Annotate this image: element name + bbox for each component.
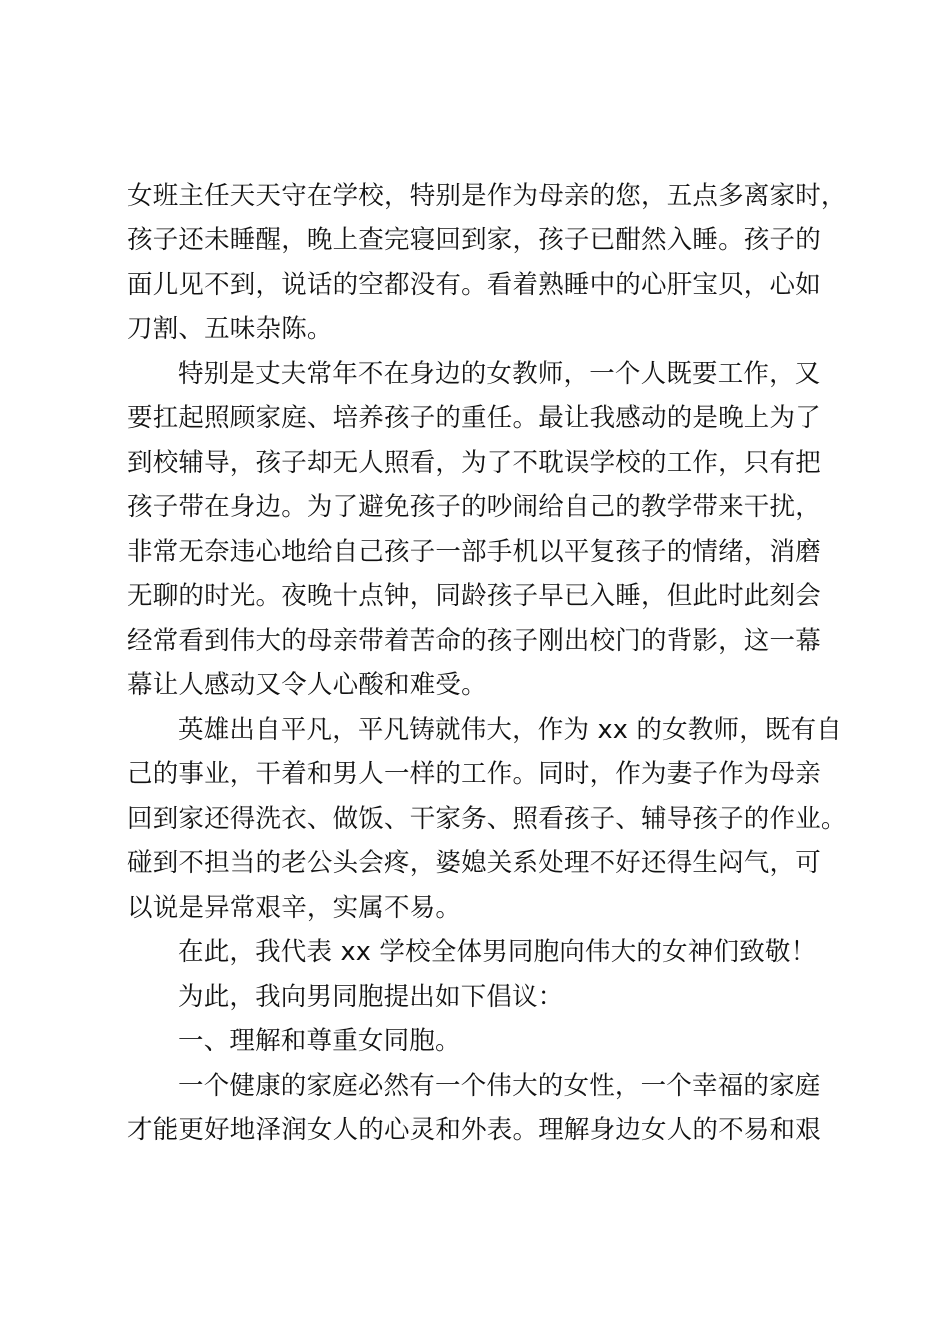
text-line-22: 才能更好地泽润女人的心灵和外表。理解身边女人的不易和艰 bbox=[127, 1115, 821, 1145]
text-line-7: 到校辅导，孩子却无人照看，为了不耽误学校的工作，只有把 bbox=[127, 448, 821, 478]
text-line-9: 非常无奈违心地给自己孩子一部手机以平复孩子的情绪，消磨 bbox=[127, 537, 821, 567]
text-line-5: 特别是丈夫常年不在身边的女教师，一个人既要工作，又 bbox=[178, 359, 821, 389]
text-line-14: 己的事业，干着和男人一样的工作。同时，作为妻子作为母亲 bbox=[127, 759, 821, 789]
text-line-19: 为此，我向男同胞提出如下倡议： bbox=[178, 982, 564, 1012]
text-line-16: 碰到不担当的老公头会疼，婆媳关系处理不好还得生闷气，可 bbox=[127, 848, 821, 878]
text-line-8: 孩子带在身边。为了避免孩子的吵闹给自己的教学带来干扰， bbox=[127, 492, 821, 522]
text-line-17: 以说是异常艰辛，实属不易。 bbox=[127, 893, 462, 923]
text-line-6: 要扛起照顾家庭、培养孩子的重任。最让我感动的是晚上为了 bbox=[127, 403, 821, 433]
text-line-10: 无聊的时光。夜晚十点钟，同龄孩子早已入睡，但此时此刻会 bbox=[127, 581, 821, 611]
text-line-4: 刀割、五味杂陈。 bbox=[127, 314, 333, 344]
text-line-3: 面儿见不到，说话的空都没有。看着熟睡中的心肝宝贝，心如 bbox=[127, 270, 821, 300]
text-line-12: 幕让人感动又令人心酸和难受。 bbox=[127, 670, 487, 700]
text-line-11: 经常看到伟大的母亲带着苦命的孩子刚出校门的背影，这一幕 bbox=[127, 626, 821, 656]
text-line-15: 回到家还得洗衣、做饭、干家务、照看孩子、辅导孩子的作业。 bbox=[127, 804, 847, 834]
text-line-21: 一个健康的家庭必然有一个伟大的女性，一个幸福的家庭 bbox=[178, 1071, 821, 1101]
text-line-2: 孩子还未睡醒，晚上查完寝回到家，孩子已酣然入睡。孩子的 bbox=[127, 225, 821, 255]
text-line-13: 英雄出自平凡，平凡铸就伟大，作为 xx 的女教师，既有自 bbox=[178, 715, 842, 745]
text-line-1: 女班主任天天守在学校，特别是作为母亲的您，五点多离家时， bbox=[127, 181, 847, 211]
text-line-18: 在此，我代表 xx 学校全体男同胞向伟大的女神们致敬！ bbox=[178, 937, 817, 967]
text-line-20: 一、理解和尊重女同胞。 bbox=[178, 1026, 461, 1056]
